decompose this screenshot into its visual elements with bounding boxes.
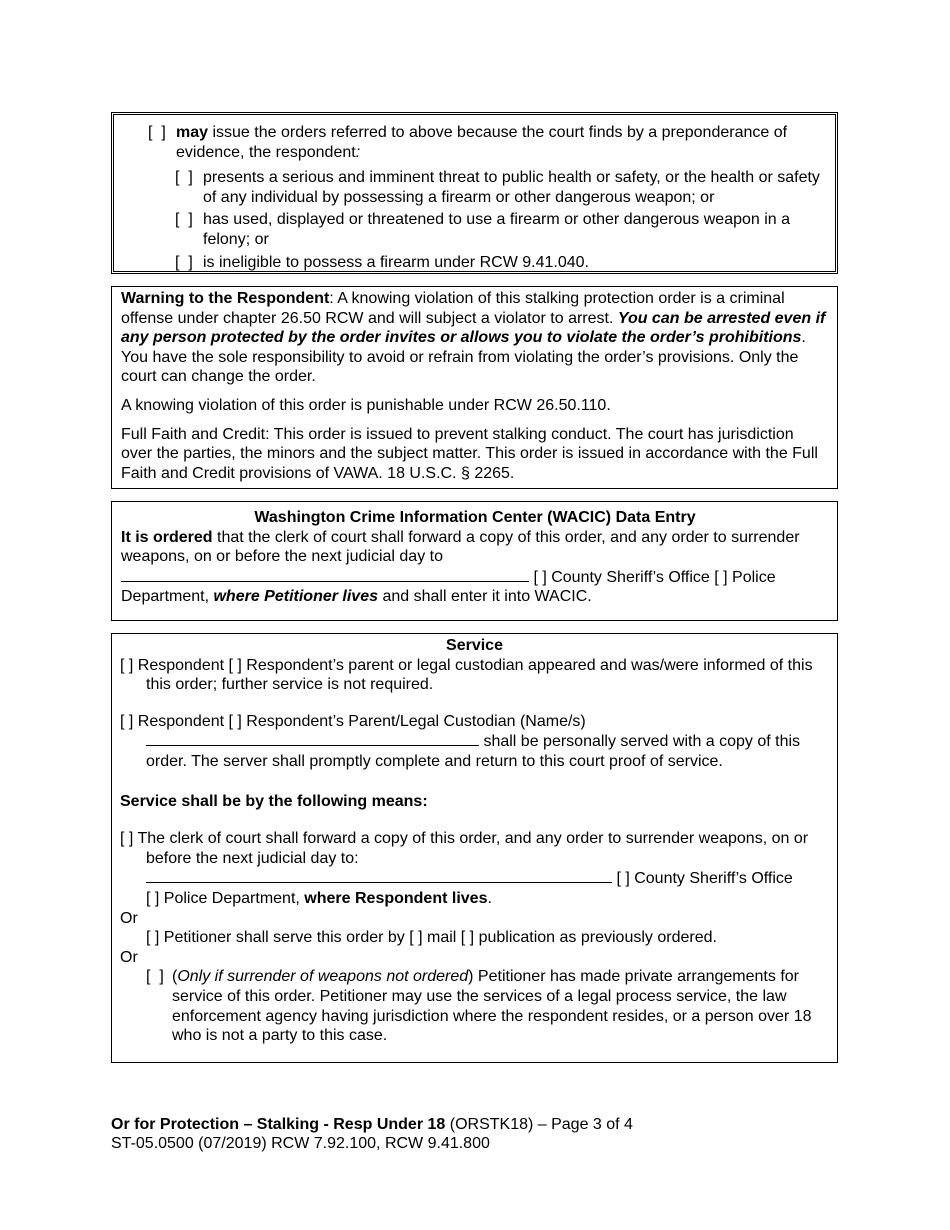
service-means-heading: Service shall be by the following means: bbox=[120, 792, 428, 810]
clerk-blank-line[interactable] bbox=[146, 868, 612, 883]
or-label-1: Or bbox=[120, 909, 138, 927]
page-footer bbox=[111, 1115, 633, 1153]
service-police-line: [ ] Police Department, where Respondent lives. bbox=[146, 889, 492, 907]
findings-box bbox=[111, 112, 838, 274]
felony-checkbox[interactable]: [ ] bbox=[175, 211, 193, 229]
may-bold: may bbox=[176, 124, 209, 141]
warning-heading: Warning to the Respondent bbox=[121, 290, 330, 307]
footer-form-number: ST-05.0500 (07/2019) RCW 7.92.100, RCW 9.41.800 bbox=[111, 1135, 490, 1152]
service-served-line2: shall be personally served with a copy of this bbox=[120, 731, 829, 752]
name-blank-line[interactable] bbox=[146, 731, 479, 746]
service-served-line1: [ ] Respondent [ ] Respondent’s Parent/Legal Custodian (Name/s) bbox=[120, 712, 586, 730]
service-sheriff-line: [ ] County Sheriff’s Office bbox=[120, 868, 829, 889]
wacic-title: Washington Crime Information Center (WACIC) Data Entry bbox=[254, 509, 696, 526]
service-title: Service bbox=[446, 637, 503, 654]
may-issue-checkbox[interactable]: [ ] bbox=[148, 124, 166, 141]
service-private-item: [ ] (Only if surrender of weapons not ordered) Petitioner has made private arrangements for service of this order. Petitioner may use the services of a legal process service, the law enforcement agency having jurisdiction where the respondent resides, or a person over 18 who is not a party to this case. bbox=[146, 968, 812, 1045]
private-checkbox[interactable]: [ ] bbox=[146, 968, 164, 986]
service-clerk-item: [ ] The clerk of court shall forward a copy of this order, and any order to surrender weapons, on or before the next judicial day to: bbox=[120, 830, 809, 867]
felony-item: [ ] has used, displayed or threatened to use a firearm or other dangerous weapon in a felony; or bbox=[175, 211, 791, 248]
service-served-line3: order. The server shall promptly complete and return to this court proof of service. bbox=[146, 752, 723, 770]
threat-item: [ ] presents a serious and imminent threat to public health or safety, or the health or safety of any individual by possessing a firearm or other dangerous weapon; or bbox=[175, 169, 820, 206]
may-issue-item: [ ] may issue the orders referred to above because the court finds by a preponderance of evidence, the respondent: bbox=[148, 124, 788, 161]
full-faith-paragraph: Full Faith and Credit: This order is issued to prevent stalking conduct. The court has jurisdiction over the parties, the minors and the subject matter. This order is issued in accordance with the Full Faith and Credit provisions of VAWA. 18 U.S.C. § 2265. bbox=[121, 425, 818, 482]
service-petitioner-item: [ ] Petitioner shall serve this order by [ ] mail [ ] publication as previously ordered. bbox=[146, 929, 717, 947]
threat-checkbox[interactable]: [ ] bbox=[175, 169, 193, 187]
ineligible-checkbox[interactable]: [ ] bbox=[175, 253, 193, 271]
service-appeared-item: [ ] Respondent [ ] Respondent’s parent or legal custodian appeared and was/were informed of this this order; further service is not required. bbox=[120, 656, 813, 694]
warning-box bbox=[111, 286, 838, 489]
ineligible-item: [ ] is ineligible to possess a firearm under RCW 9.41.040. bbox=[175, 253, 589, 271]
wacic-order-paragraph: It is ordered that the clerk of court shall forward a copy of this order, and any order to surrender weapons, on or before the next judicial day to [ ] County Sheriff’s Office [ ] Police Department, where Petitioner lives and shall enter it into WACIC. bbox=[121, 528, 800, 606]
service-box bbox=[111, 633, 838, 1063]
footer-title: Or for Protection – Stalking - Resp Under 18 (ORSTK18) – Page 3 of 4 bbox=[111, 1116, 633, 1133]
punishable-paragraph: A knowing violation of this order is punishable under RCW 26.50.110. bbox=[121, 396, 611, 414]
wacic-box bbox=[111, 501, 838, 621]
agency-blank-line[interactable] bbox=[121, 567, 529, 582]
warning-paragraph: Warning to the Respondent: A knowing violation of this stalking protection order is a criminal offense under chapter 26.50 RCW and will subject a violator to arrest. You can be arrested even if any person protected by the order invites or allows you to violate the order’s prohibitions. You have the sole responsibility to avoid or refrain from violating the order’s provisions. Only the court can change the order. bbox=[121, 290, 826, 386]
or-label-2: Or bbox=[120, 948, 138, 966]
